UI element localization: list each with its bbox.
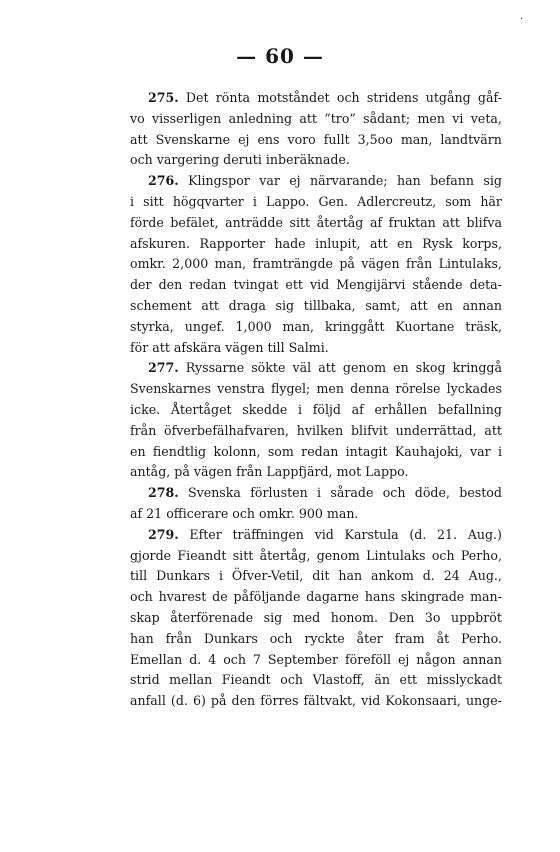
page-number: — 60 — xyxy=(236,44,324,68)
text-line: der den redan tvingat ett vid Mengijärvi stående deta- xyxy=(130,277,502,293)
text-line: styrka, ungef. 1,000 man, kringgått Kuortane träsk, xyxy=(130,318,502,334)
text-line: förde befälet, anträdde sitt återtåg af fruktan att blifva xyxy=(130,214,502,230)
text-line: en fiendtlig kolonn, som redan intagit Kauhajoki, var i xyxy=(130,443,502,459)
text-line: gjorde Fieandt sitt återtåg, genom Lintulaks och Perho, xyxy=(130,547,502,563)
corner-mark: · xyxy=(520,14,524,25)
text-line: till Dunkars i Öfver-Vetil, dit han ankom d. 24 Aug., xyxy=(130,568,502,584)
text-line: i sitt högqvarter i Lappo. Gen. Adlercreutz, som här xyxy=(130,193,502,209)
text-line: han från Dunkars och ryckte åter fram åt Perho. xyxy=(130,630,502,646)
text-line: afskuren. Rapporter hade inlupit, att en Rysk korps, xyxy=(130,235,502,251)
text-line: 276. Klingspor var ej närvarande; han befann sig xyxy=(148,173,502,189)
text-line: 275. Det rönta motståndet och stridens utgång gåf- xyxy=(148,90,502,105)
text-line: Svenskarnes venstra flygel; men denna rörelse lyckades xyxy=(130,381,502,397)
text-line: 279. Efter träffningen vid Karstula (d. 21. Aug.) xyxy=(148,526,502,542)
text-line: och vargering deruti inberäknade. xyxy=(130,152,350,168)
text-line: från öfverbefälhafvaren, hvilken blifvit underrättad, att xyxy=(130,422,502,438)
text-line: vo visserligen anledning att ”tro” sådant; men vi veta, xyxy=(130,110,502,126)
text-line: och hvarest de påföljande dagarne hans skingrade man- xyxy=(130,589,502,605)
text-line: 278. Svenska förlusten i sårade och döde, bestod xyxy=(148,485,502,501)
text-line: af 21 officerare och omkr. 900 man. xyxy=(130,505,359,521)
text-line: antåg, på vägen från Lappfjärd, mot Lappo. xyxy=(130,464,409,480)
text-line: icke. Återtåget skedde i följd af erhållen befallning xyxy=(130,401,502,417)
text-line: strid mellan Fieandt och Vlastoff, än ett misslyckadt xyxy=(130,672,502,688)
text-line: anfall (d. 6) på den förres fältvakt, vid Kokonsaari, unge- xyxy=(130,693,502,709)
text-line: 277. Ryssarne sökte väl att genom en skog kringgå xyxy=(148,360,502,376)
text-line: schement att draga sig tillbaka, samt, att en annan xyxy=(130,297,502,313)
text-line: för att afskära vägen till Salmi. xyxy=(130,339,329,355)
text-line: skap återförenade sig med honom. Den 3o uppbröt xyxy=(130,609,502,625)
text-line: omkr. 2,000 man, framträngde på vägen från Lintulaks, xyxy=(130,256,502,272)
text-line: att Svenskarne ej ens voro fullt 3,5oo man, landtvärn xyxy=(130,131,502,147)
text-line: Emellan d. 4 och 7 September föreföll ej någon annan xyxy=(130,651,502,667)
body-text xyxy=(130,88,502,712)
